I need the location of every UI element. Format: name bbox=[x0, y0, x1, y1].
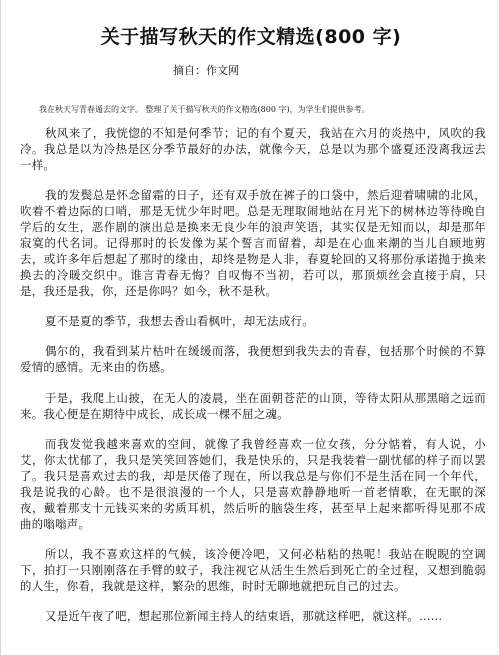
paragraph: 于是，我爬上山披，在无人的凌晨，坐在面朝苍茫的山顶，等待太阳从那黑暗之远而来。我心便是在期待中成长，成长成一棵不屈之魂。 bbox=[20, 390, 486, 421]
paragraph: 秋风来了，我恍惚的不知是何季节；记的有个夏天，我站在六月的炎热中，风吹的我冷。我总是以为冷热是区分季节最好的办法，就像今天，总是以为那个盛夏还没离我远去一样。 bbox=[20, 126, 486, 172]
document-title: 关于描写秋天的作文精选(800 字) bbox=[100, 26, 402, 48]
source-line: 摘自：作文网 bbox=[173, 64, 239, 77]
paragraph: 偶尔的，我看到某片枯叶在缓缓而落，我便想到我失去的青春，包括那个时候的不算爱情的感情。无来由的伤感。 bbox=[20, 344, 486, 375]
paragraph: 我的发鬓总是怀念留霜的日子，还有双手放在裤子的口袋中，然后迎着啸啸的北风，吹着不着边际的口哨，那是无忧少年时吧。总是无理取闹地站在月光下的树林边等待晚自学后的女生，恶作剧的演出总是换来无良少年的浪声笑语，其实仅是无知而以，却是那年寂寞的代名词。记得那时的长发像为某个誓言而留着，却是在心血来潮的当儿自顾地剪去，或许多年后想起了那时的缘由，却终是物是人非，春夏轮回的又将那份承诺抛于换来换去的冷暖交织中。谁言青春无悔？自叹悔不当初，若可以，那顶烦丝会直接于肩，只是，我还是我，你，还是你吗？如今，秋不是秋。 bbox=[20, 188, 486, 298]
paragraph: 夏不是夏的季节，我想去香山看枫叶，却无法成行。 bbox=[45, 314, 314, 329]
paragraph: 又是近午夜了吧，想起那位新闻主持人的结束语，那就这样吧，就这样。…… bbox=[45, 609, 443, 624]
paragraph: 所以，我不喜欢这样的气候，该冷便冷吧，又何必粘粘的热呢！我站在睨睨的空调下，拍打一只刚刚落在手臂的蚊子，我注视它从活生生然后到死亡的全过程，又想到脆弱的人生，你看，我就是这样，繁杂的思维，时时无聊地就把玩自己的过去。 bbox=[20, 547, 486, 593]
paragraph: 而我发觉我越来喜欢的空间，就像了我曾经喜欢一位女孩，分分惦着，有人说，小艾，你太忧郁了，我只是笑笑回答她们，我是快乐的，只是我装着一副忧郁的样子而以罢了。我只是喜欢过去的我，却是厌倦了现在，所以我总是与你们不是生活在同一个年代，我是说我的心龄。也不是很浪漫的一个人，只是喜欢静静地听一首老情歌，在无眠的深夜，戴着那支十元钱买来的劣质耳机，然后听的脑袋生疼，甚至早上起来都听得见那不成曲的嗡嗡声。 bbox=[20, 437, 486, 531]
intro-note: 我在秋天写青春遁去的文字。 整理了关于描写秋天的作文精选(800 字)，为学生们提供参考。 bbox=[39, 105, 370, 114]
article-body bbox=[20, 126, 486, 640]
